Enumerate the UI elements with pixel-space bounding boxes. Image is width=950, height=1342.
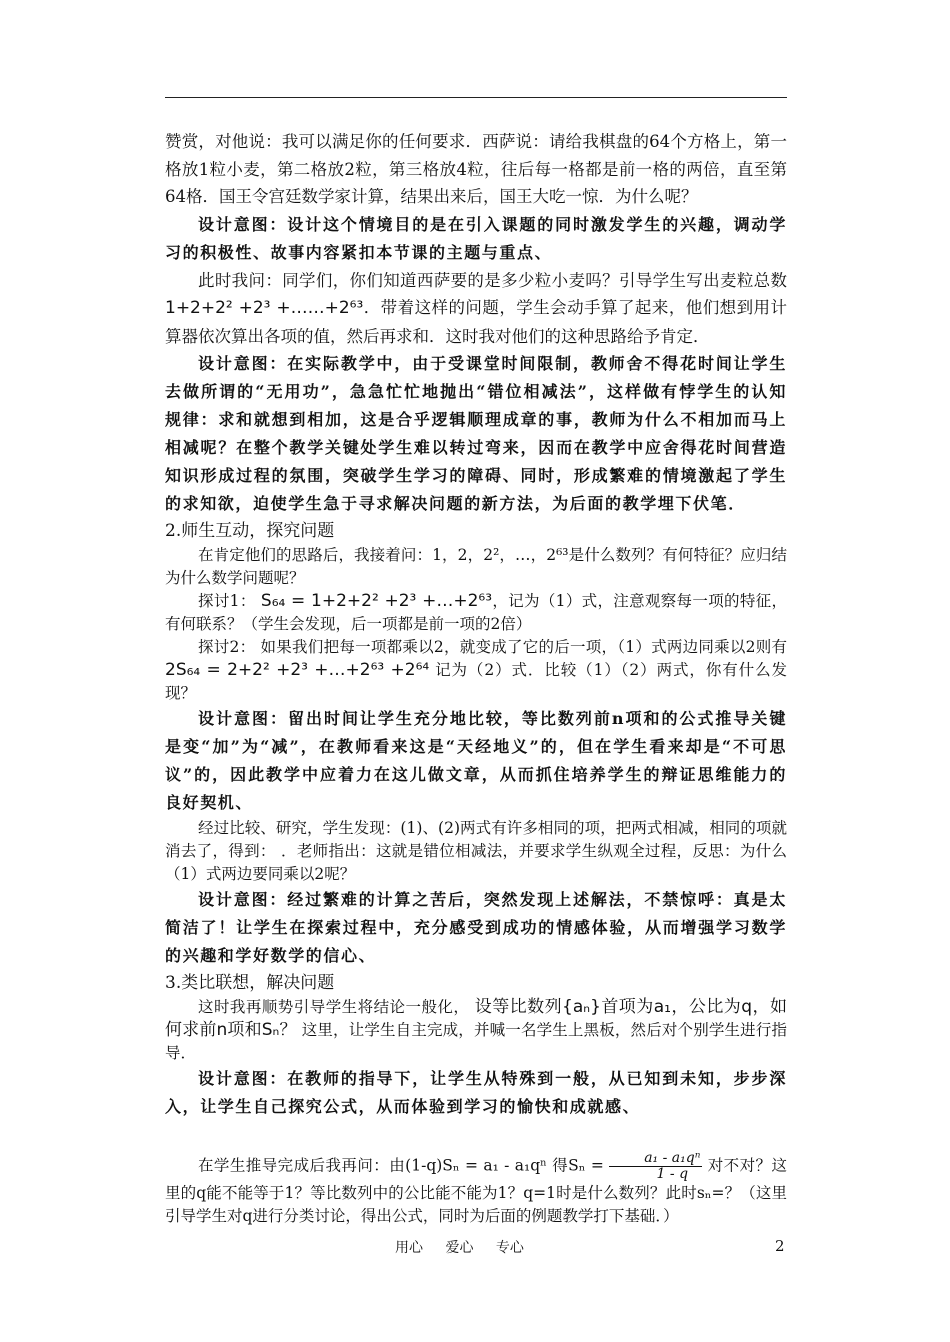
spacer — [165, 1121, 787, 1151]
section-heading-3: 3.类比联想，解决问题 — [165, 973, 335, 993]
explore-1-text: ，记为（1）式，注意观察每一项的特征，有何联系？（学生会发现，后一项都是前一项的2倍） — [165, 592, 787, 633]
explore-2-text-a: 探讨2： 如果我们把每一项都乘以2，就变成了它的后一项，（1）式两边同乘以2则有 — [198, 638, 787, 656]
general-sequence-formula: 设等比数列{aₙ}首项为a₁，公比为q，如何求前n项和Sₙ？ — [165, 997, 787, 1040]
s64-formula: S₆₄ = 1+2+2² +2³ +…+2⁶³ — [260, 591, 493, 611]
section-heading-2: 2.师生互动，探究问题 — [165, 521, 335, 541]
paragraph-discovery: 经过比较、研究，学生发现：(1)、(2)两式有许多相同的项，把两式相减，相同的项就消去了，得到： ．老师指出：这就是错位相减法，并要求学生纵观全过程，反思：为什么（1）式两边要同乘以2呢？ — [165, 819, 787, 883]
fraction-numerator: a₁ - a₁qⁿ — [609, 1151, 702, 1167]
design-intent-3: 设计意图：留出时间让学生充分地比较，等比数列前n项和的公式推导关键是变“加”为“减”，在教师看来这是“天经地义”的，但在学生看来却是“不可思议”的，因此教学中应着力在这儿做文章，从而抓住培养学生的辩证思维能力的良好契机、 — [165, 709, 787, 812]
fraction-denominator: 1 - q — [656, 1166, 689, 1182]
paragraph-explore-2 — [165, 636, 787, 705]
generalize-text-b: 这里，让学生自主完成，并喊一名学生上黑板，然后对个别学生进行指导． — [165, 1021, 787, 1062]
generalize-text-a: 这时我再顺势引导学生将结论一般化， — [198, 998, 470, 1016]
sum-formula: 1+2+2² +2³ +……+2⁶³ — [165, 298, 364, 318]
paragraph-question-text-a: 此时我问：同学们，你们知道西萨要的是多少粒小麦吗？引导学生写出麦粒总数 — [198, 270, 787, 290]
2s64-formula: 2S₆₄ = 2+2² +2³ +…+2⁶³ +2⁶⁴ — [165, 660, 430, 680]
paragraph-followup: 在肯定他们的思路后，我接着问：1，2，2²，…，2⁶³是什么数列？有何特征？应归结为什么数学问题呢？ — [165, 546, 787, 587]
derivation-text-a: 在学生推导完成后我再问：由(1-q)Sₙ = a₁ - a₁qⁿ 得Sₙ = — [198, 1156, 604, 1175]
explore-1-label: 探讨1： — [198, 592, 256, 610]
page-number: 2 — [775, 1237, 785, 1255]
paragraph-generalize — [165, 996, 787, 1065]
design-intent-1: 设计意图：设计这个情境目的是在引入课题的同时激发学生的兴趣，调动学习的积极性、故事内容紧扣本节课的主题与重点、 — [165, 214, 787, 262]
explore-2-text-b: 记为（2）式．比较（1）（2）两式，你有什么发现？ — [165, 661, 787, 702]
paragraph-explore-1 — [165, 590, 787, 636]
footer-motto: 用心 爱心 专心 — [395, 1240, 524, 1256]
header-rule — [165, 97, 787, 98]
paragraph-derivation — [165, 1151, 787, 1228]
design-intent-2: 设计意图：在实际教学中，由于受课堂时间限制，教师舍不得花时间让学生去做所谓的“无用功”，急急忙忙地抛出“错位相减法”，这样做有悖学生的认知规律：求和就想到相加，这是合乎逻辑顺理成章的事，教师为什么不相加而马上相减呢？在整个教学关键处学生难以转过弯来，因而在教学中应舍得花时间营造知识形成过程的氛围，突破学生学习的障碍、同时，形成繁难的情境激起了学生的求知欲，迫使学生急于寻求解决问题的新方法，为后面的教学埋下伏笔． — [165, 354, 787, 513]
derivation-text-b: 对不对？这里的q能不能等于1？等比数列中的公比能不能为1？q=1时是什么数列？此时sₙ=？（这里引导学生对q进行分类讨论，得出公式，同时为后面的例题教学打下基础．） — [165, 1156, 787, 1225]
paragraph-question — [165, 267, 787, 351]
paragraph-story: 赞赏，对他说：我可以满足你的任何要求．西萨说：请给我棋盘的64个方格上，第一格放1粒小麦，第二格放2粒，第三格放4粒，往后每一格都是前一格的两倍，直至第64格．国王令宫廷数学家计算，结果出来后，国王大吃一惊．为什么呢？ — [165, 132, 787, 206]
document-body — [165, 128, 787, 1228]
design-intent-5: 设计意图：在教师的指导下，让学生从特殊到一般，从已知到未知，步步深入，让学生自己探究公式，从而体验到学习的愉快和成就感、 — [165, 1069, 787, 1116]
design-intent-4: 设计意图：经过繁难的计算之苦后，突然发现上述解法，不禁惊呼：真是太简洁了！让学生在探索过程中，充分感受到成功的情感体验，从而增强学习数学的兴趣和学好数学的信心、 — [165, 890, 787, 965]
sum-fraction — [609, 1151, 702, 1182]
paragraph-question-text-b: ．带着这样的问题，学生会动手算了起来，他们想到用计算器依次算出各项的值，然后再求和．这时我对他们的这种思路给予肯定． — [165, 298, 788, 346]
